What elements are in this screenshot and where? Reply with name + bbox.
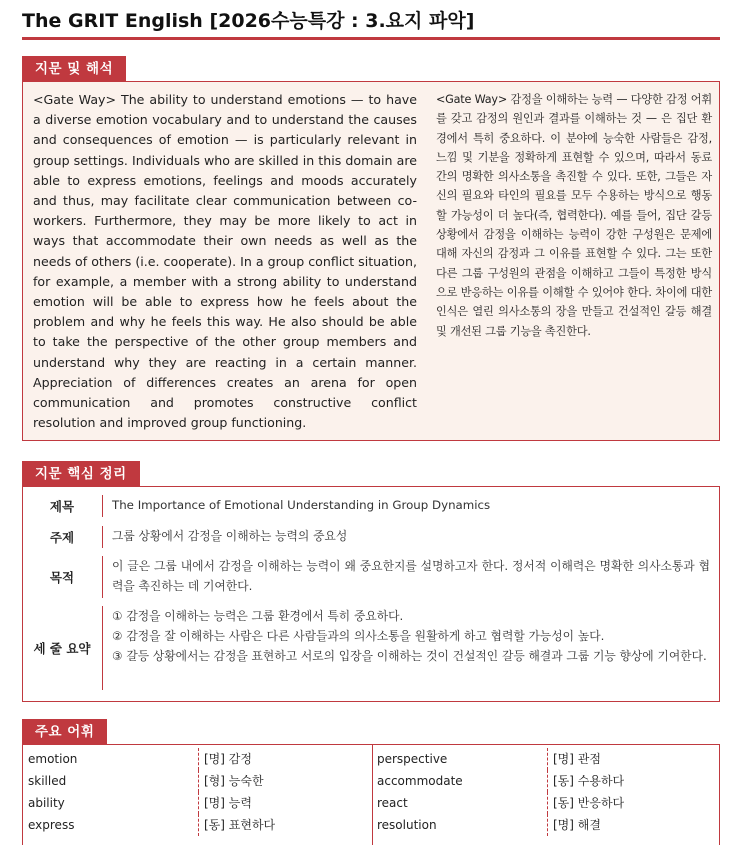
vocab-meaning: [동] 수용하다 [547,770,624,792]
topic-key: 주제 [49,530,75,545]
vocab-row [23,814,719,836]
passage-box [22,81,720,441]
purpose-value: 이 글은 그룹 내에서 감정을 이해하는 능력이 왜 중요한지를 설명하고자 한다. 정서적 이해력은 명확한 의사소통과 협력을 촉진하는 데 기여한다. [102,556,710,598]
vocab-meaning: [명] 관점 [547,748,601,770]
page-header [22,0,720,40]
purpose-key: 목적 [49,570,75,585]
vocab-word: emotion [28,752,78,766]
vocab-meaning: [동] 반응하다 [547,792,624,814]
title-key: 제목 [49,499,75,514]
vocab-table [22,744,720,845]
vocab-row [23,770,719,792]
vocab-meaning: [동] 표현하다 [198,814,275,836]
summary-line-3: ③ 갈등 상황에서는 감정을 표현하고 서로의 입장을 이해하는 것이 건설적인 갈등 해결과 그룹 기능 향상에 기여한다. [112,649,707,663]
summary-row-title [23,495,719,517]
vocab-word: perspective [377,752,448,766]
korean-translation: <Gate Way> 감정을 이해하는 능력 — 다양한 감정 어휘를 갖고 감정의 원인과 결과를 이해하는 것 — 은 집단 환경에서 특히 중요하다. 이 분야에 능숙한 사람들은 감정, 느낌 및 기분을 정확하게 표현할 수 있으며, 따라서 동료 간의 명확한 의사소통을 촉진할 수 있다. 또한, 그들은 자신의 필요와 타인의 필요를 모두 수용하는 방식으로 행동할 가능성이 더 높다(즉, 협력한다). 예를 들어, 집단 갈등 상황에서 감정을 이해하는 능력이 강한 구성원은 문제에 대해 자신의 감정과 그 이유를 표현할 수 있다. 그는 또한 다른 그룹 구성원의 관점을 이해하고 그들이 특정한 방식으로 반응하는 이유를 이해할 수 있어야 한다. 차이에 대한 인식은 열린 의사소통의 장을 만들고 건설적인 갈등 해결 및 개선된 그룹 기능을 촉진한다. [436,93,712,338]
summary-row-purpose [23,556,719,598]
vocab-section-label: 주요 어휘 [22,719,107,745]
vocab-meaning: [명] 능력 [198,792,252,814]
title-value: The Importance of Emotional Understanding in Group Dynamics [102,495,710,517]
page-title: The GRIT English [2026수능특강 : 3.요지 파악] [22,10,475,32]
vocab-word: react [377,796,408,810]
english-passage: <Gate Way> The ability to understand emotions — to have a diverse emotion vocabulary and to understand the causes and consequences of emotion — is particularly relevant in group settings. Individuals who are skilled in this domain are able to express emotions, feelings and moods accurately and thus, may facilitate clear communication between co-workers. Furthermore, they may be more likely to act in ways that accommodate their own needs as well as the needs of others (i.e. cooperate). In a group conflict situation, for example, a member with a strong ability to understand emotion will be able to express how he feels about the problem and why he feels this way. He also should be able to take the perspective of the other group members and understand why they are reacting in a certain manner. Appreciation of differences creates an arena for open communication and promotes constructive conflict resolution and improved group functioning. [33,92,417,431]
summary-row-three-lines [23,606,719,690]
vocab-word: resolution [377,818,437,832]
three-line-key: 세 줄 요약 [33,641,91,656]
vocab-word: accommodate [377,774,463,788]
vocab-word: express [28,818,75,832]
vocab-word: ability [28,796,65,810]
summary-box [22,486,720,702]
vocab-meaning: [형] 능숙한 [198,770,264,792]
topic-value: 그룹 상황에서 감정을 이해하는 능력의 중요성 [102,526,710,548]
vocab-row [23,792,719,814]
three-line-value [102,606,710,690]
vocab-meaning: [명] 감정 [198,748,252,770]
summary-row-topic [23,526,719,548]
summary-line-2: ② 감정을 잘 이해하는 사람은 다른 사람들과의 의사소통을 원활하게 하고 협력할 가능성이 높다. [112,629,605,643]
vocab-word: skilled [28,774,67,788]
vocab-meaning: [명] 해결 [547,814,601,836]
summary-section-label: 지문 핵심 정리 [22,461,140,487]
summary-line-1: ① 감정을 이해하는 능력은 그룹 환경에서 특히 중요하다. [112,609,404,623]
passage-section-label: 지문 및 해석 [22,56,126,82]
vocab-row [23,748,719,770]
